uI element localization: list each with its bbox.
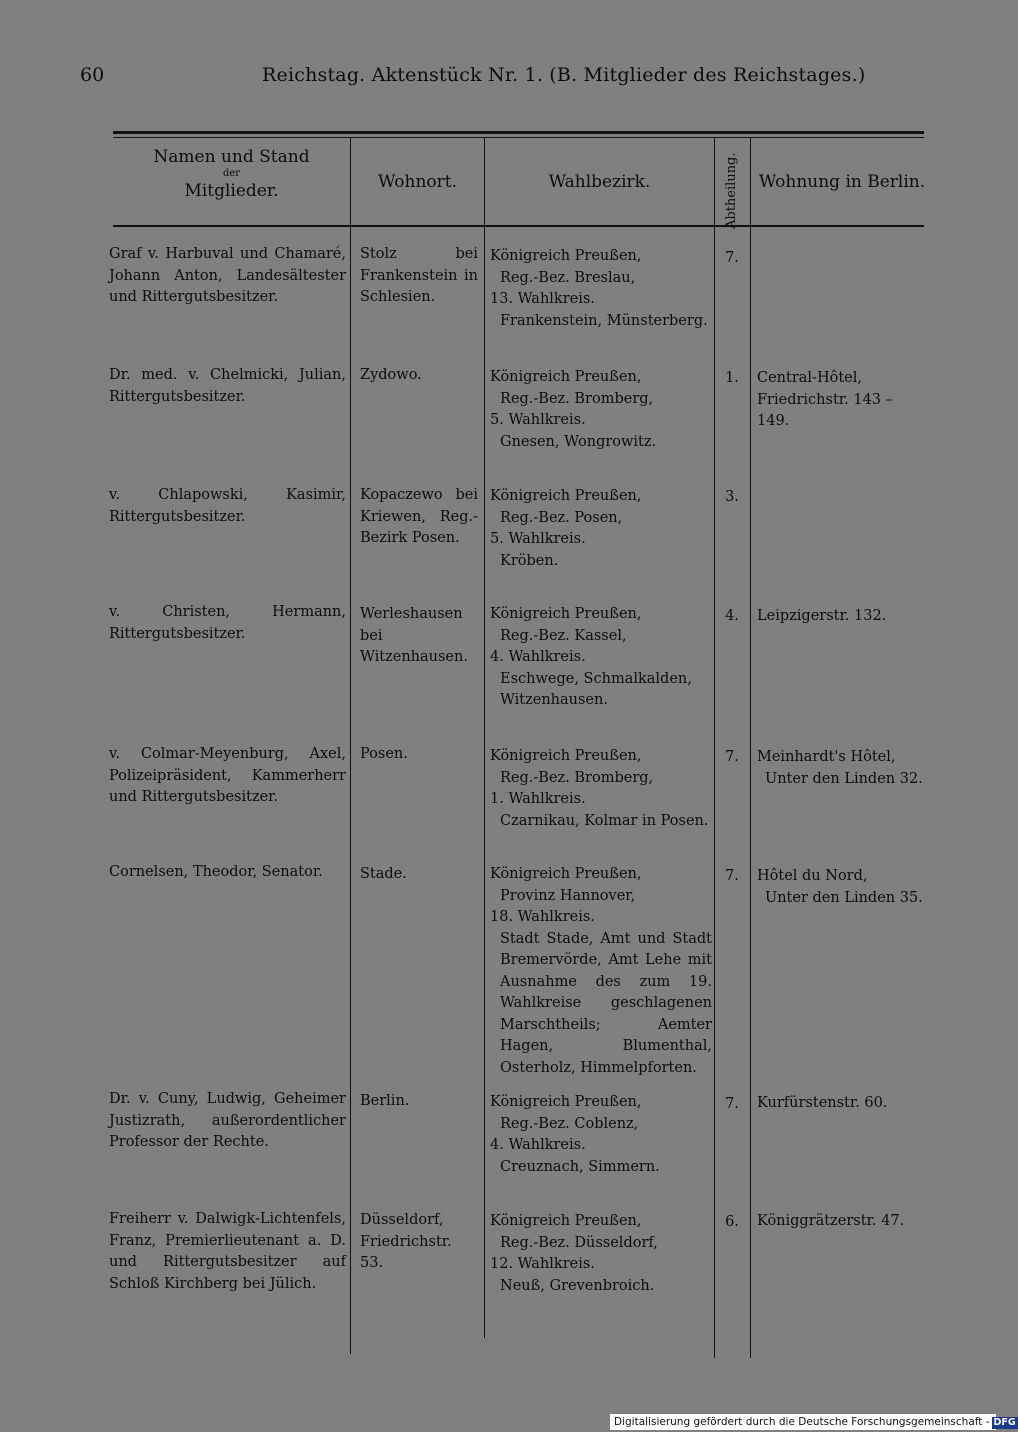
bezirk-line: Reg.-Bez. Coblenz, <box>500 1115 639 1132</box>
member-wohnort: Stolz bei Frankenstein in Schlesien. <box>360 246 478 305</box>
bezirk-line: Stadt Stade, Amt und Stadt Bremervörde, Amt Lehe mit Ausnahme des zum 19. Wahlkreise geschlagenen Marschtheils; Aemter Hagen, Blumenthal, Osterholz, Himmelpforten. <box>500 930 712 1076</box>
member-name: Cornelsen, Theodor, Senator. <box>109 864 323 880</box>
bezirk-line: Königreich Preußen, <box>490 606 642 622</box>
bezirk-line: Reg.-Bez. Bromberg, <box>500 769 654 786</box>
bezirk-line: 4. Wahlkreis. <box>490 649 586 665</box>
member-wohnort: Kopaczewo bei Kriewen, Reg.-Bezirk Posen. <box>360 487 478 546</box>
member-abtheilung: 1. <box>725 370 739 386</box>
member-wohnort: Düsseldorf, Friedrichstr. 53. <box>360 1212 452 1271</box>
bezirk-line: Reg.-Bez. Bromberg, <box>500 390 654 407</box>
member-abtheilung: 6. <box>725 1214 739 1230</box>
member-wahlbezirk <box>490 1092 712 1178</box>
bezirk-line: Königreich Preußen, <box>490 866 642 882</box>
running-title: Reichstag. Aktenstück Nr. 1. (B. Mitglieder des Reichstages.) <box>262 64 866 86</box>
member-wahlbezirk <box>490 367 712 453</box>
member-wohnung <box>757 1211 927 1233</box>
bezirk-line: Eschwege, Schmalkalden, Witzenhausen. <box>500 670 692 708</box>
member-wohnort: Zydowo. <box>360 367 422 383</box>
top-rule <box>113 131 924 134</box>
member-wohnort: Berlin. <box>360 1093 410 1109</box>
wohnung-line: Leipzigerstr. 132. <box>757 608 887 624</box>
bezirk-line: Provinz Hannover, <box>500 887 636 904</box>
member-wohnort: Posen. <box>360 746 408 762</box>
member-name: v. Chlapowski, Kasimir, Rittergutsbesitzer. <box>109 487 346 525</box>
bezirk-line: Czarnikau, Kolmar in Posen. <box>500 812 709 829</box>
column-header-wohnung: Wohnung in Berlin. <box>758 172 926 192</box>
wohnung-line: Unter den Linden 32. <box>765 770 923 787</box>
member-abtheilung: 7. <box>725 749 739 765</box>
bezirk-line: Neuß, Grevenbroich. <box>500 1277 655 1294</box>
member-wahlbezirk <box>490 864 712 1079</box>
member-wohnung <box>757 866 927 909</box>
member-wohnung <box>757 606 927 628</box>
footer-text: Digitalisierung gefördert durch die Deutsche Forschungsgemeinschaft - <box>614 1416 990 1428</box>
column-divider <box>484 138 485 1338</box>
column-header-abtheilung: Abtheilung. <box>724 152 739 229</box>
bezirk-line: Reg.-Bez. Breslau, <box>500 269 636 286</box>
bezirk-line: Gnesen, Wongrowitz. <box>500 433 657 450</box>
member-wohnort: Werleshausen bei Witzenhausen. <box>360 606 468 665</box>
member-abtheilung: 7. <box>725 868 739 884</box>
header-line: Mitglieder. <box>184 181 279 201</box>
header-line: Namen und Stand <box>153 147 310 167</box>
bezirk-line: 1. Wahlkreis. <box>490 791 586 807</box>
page-number: 60 <box>80 64 105 86</box>
column-divider <box>714 138 715 1358</box>
bezirk-line: 4. Wahlkreis. <box>490 1137 586 1153</box>
wohnung-line: Unter den Linden 35. <box>765 889 923 906</box>
bezirk-line: Reg.-Bez. Posen, <box>500 509 623 526</box>
member-abtheilung: 7. <box>725 1096 739 1112</box>
column-header-wohnort: Wohnort. <box>377 172 458 192</box>
member-wahlbezirk <box>490 1211 712 1297</box>
member-wahlbezirk <box>490 746 712 832</box>
bezirk-line: 5. Wahlkreis. <box>490 412 586 428</box>
bezirk-line: Kröben. <box>500 552 559 569</box>
member-name: Freiherr v. Dalwigk-Lichtenfels, Franz, Premierlieutenant a. D. und Rittergutsbesitzer auf Schloß Kirchberg bei Jülich. <box>109 1211 346 1292</box>
bezirk-line: Königreich Preußen, <box>490 369 642 385</box>
member-wohnung <box>757 1093 927 1115</box>
column-header-names <box>113 146 350 202</box>
bezirk-line: Königreich Preußen, <box>490 248 642 264</box>
member-wahlbezirk <box>490 604 712 712</box>
bezirk-line: Frankenstein, Münsterberg. <box>500 312 708 329</box>
member-name: Graf v. Harbuval und Chamaré, Johann Anton, Landesältester und Rittergutsbesitzer. <box>109 246 346 305</box>
member-name: Dr. v. Cuny, Ludwig, Geheimer Justizrath, außerordentlicher Professor der Rechte. <box>109 1091 346 1150</box>
dfg-logo-icon: DFG <box>993 1417 1016 1428</box>
bezirk-line: Königreich Preußen, <box>490 748 642 764</box>
wohnung-line: Hôtel du Nord, <box>757 868 868 884</box>
member-abtheilung: 3. <box>725 489 739 505</box>
header-line: der <box>222 168 241 179</box>
column-divider <box>750 138 751 1358</box>
column-header-wahlbezirk: Wahlbezirk. <box>548 172 651 192</box>
bezirk-line: Königreich Preußen, <box>490 1213 642 1229</box>
member-abtheilung: 7. <box>725 250 739 266</box>
bezirk-line: 13. Wahlkreis. <box>490 291 595 307</box>
wohnung-line: Friedrichstr. 143 – 149. <box>757 391 893 429</box>
member-wahlbezirk <box>490 486 712 572</box>
member-wahlbezirk <box>490 246 712 332</box>
wohnung-line: Kurfürstenstr. 60. <box>757 1095 888 1111</box>
header-rule <box>113 225 924 227</box>
member-name: v. Christen, Hermann, Rittergutsbesitzer. <box>109 604 346 642</box>
member-wohnort: Stade. <box>360 866 407 882</box>
bezirk-line: Reg.-Bez. Düsseldorf, <box>500 1234 658 1251</box>
member-wohnung <box>757 747 927 790</box>
digitization-footer <box>610 1414 1016 1430</box>
bezirk-line: Königreich Preußen, <box>490 1094 642 1110</box>
page-header <box>80 62 866 96</box>
wohnung-line: Meinhardt's Hôtel, <box>757 749 896 765</box>
member-name: Dr. med. v. Chelmicki, Julian, Rittergutsbesitzer. <box>109 367 346 405</box>
bezirk-line: Creuznach, Simmern. <box>500 1158 660 1175</box>
bezirk-line: 5. Wahlkreis. <box>490 531 586 547</box>
wohnung-line: Königgrätzerstr. 47. <box>757 1213 905 1229</box>
wohnung-line: Central-Hôtel, <box>757 370 862 386</box>
bezirk-line: 12. Wahlkreis. <box>490 1256 595 1272</box>
bezirk-line: 18. Wahlkreis. <box>490 909 595 925</box>
bezirk-line: Königreich Preußen, <box>490 488 642 504</box>
member-abtheilung: 4. <box>725 608 739 624</box>
top-rule-thin <box>113 137 924 138</box>
bezirk-line: Reg.-Bez. Kassel, <box>500 627 627 644</box>
column-divider <box>350 138 351 1354</box>
member-wohnung <box>757 368 927 433</box>
member-name: v. Colmar-Meyenburg, Axel, Polizeipräsident, Kammerherr und Rittergutsbesitzer. <box>109 746 346 805</box>
